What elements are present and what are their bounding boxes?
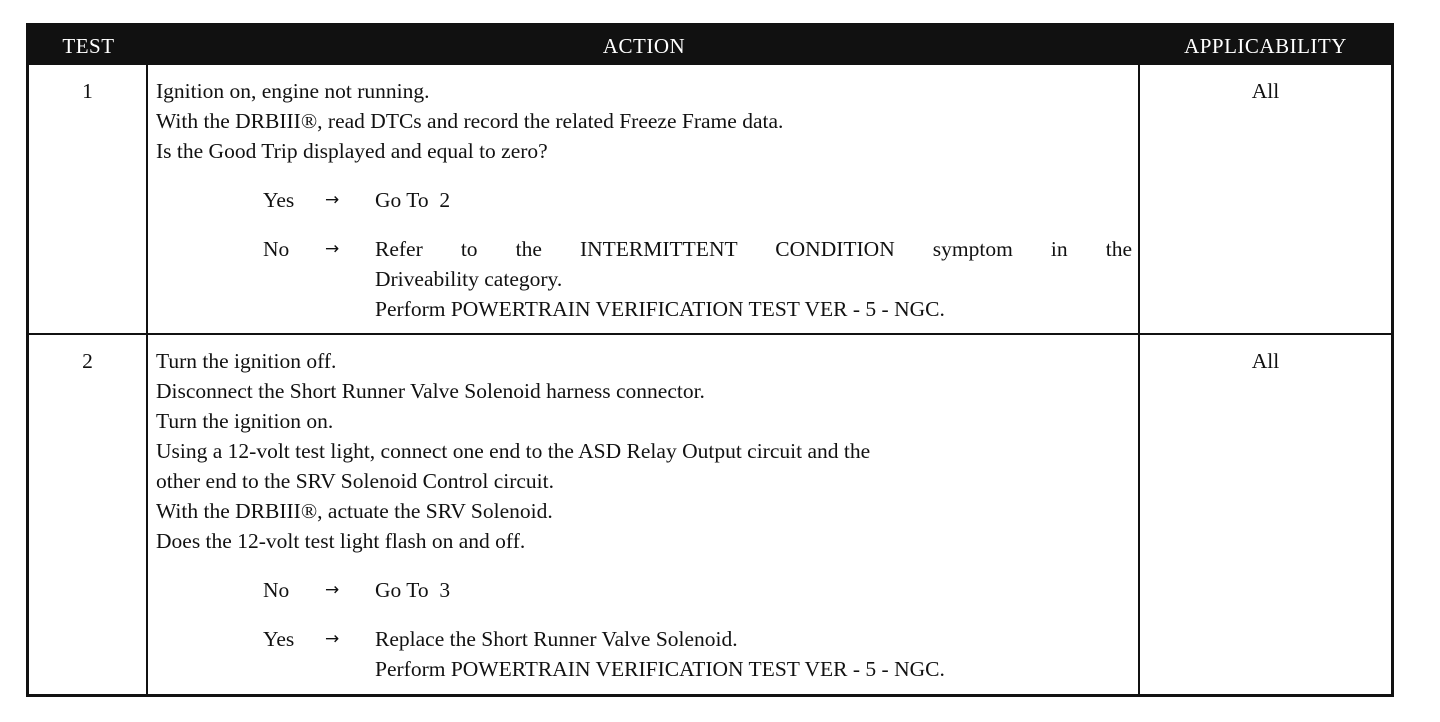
answer-no xyxy=(156,234,1132,324)
step-text: Is the Good Trip displayed and equal to zero? xyxy=(156,139,548,163)
answer-list xyxy=(156,185,1132,324)
action-cell-1 xyxy=(148,65,1140,335)
header-applicability: APPLICABILITY xyxy=(1140,26,1391,65)
step-text: Turn the ignition on. xyxy=(156,409,334,433)
step-text: Using a 12-volt test light, connect one end to the ASD Relay Output circuit and the xyxy=(156,439,871,463)
answer-result xyxy=(375,234,1132,324)
result-text: Perform POWERTRAIN VERIFICATION TEST VER - 5 - NGC. xyxy=(375,657,945,681)
applicability-1: All xyxy=(1140,65,1391,335)
answer-label: No xyxy=(263,237,290,261)
answer-result xyxy=(375,185,1132,215)
header-test: TEST xyxy=(29,26,148,65)
result-text: Go To 2 xyxy=(375,188,451,212)
result-text: Replace the Short Runner Valve Solenoid. xyxy=(375,627,738,651)
result-text: Refer to the INTERMITTENT CONDITION symptom in the xyxy=(375,237,1132,261)
test-number-1: 1 xyxy=(29,65,148,335)
answer-label: Yes xyxy=(263,188,295,212)
arrow-right-icon: → xyxy=(325,629,340,649)
arrow-right-icon: → xyxy=(325,239,340,259)
step-text: Does the 12-volt test light flash on and off. xyxy=(156,529,526,553)
answer-list xyxy=(156,575,1132,684)
answer-no xyxy=(156,575,1132,605)
step-text: With the DRBIII®, actuate the SRV Solenoid. xyxy=(156,499,553,523)
test-number-2: 2 xyxy=(29,335,148,694)
answer-result xyxy=(375,575,1132,605)
answer-yes xyxy=(156,624,1132,684)
result-text: Driveability category. xyxy=(375,267,563,291)
answer-label: Yes xyxy=(263,627,295,651)
result-text: Go To 3 xyxy=(375,578,451,602)
result-text: Perform POWERTRAIN VERIFICATION TEST VER - 5 - NGC. xyxy=(375,297,945,321)
answer-result xyxy=(375,624,1132,684)
applicability-2: All xyxy=(1251,349,1280,373)
header-action: ACTION xyxy=(148,26,1140,65)
step-text: Turn the ignition off. xyxy=(156,349,337,373)
action-cell-2 xyxy=(148,335,1140,694)
answer-yes xyxy=(156,185,1132,215)
answer-label: No xyxy=(263,578,290,602)
step-text: With the DRBIII®, read DTCs and record the related Freeze Frame data. xyxy=(156,109,784,133)
step-text: other end to the SRV Solenoid Control circuit. xyxy=(156,469,554,493)
diagnostic-test-table xyxy=(26,23,1394,697)
step-text: Disconnect the Short Runner Valve Solenoid harness connector. xyxy=(156,379,705,403)
arrow-right-icon: → xyxy=(325,580,340,600)
step-text: Ignition on, engine not running. xyxy=(156,79,430,103)
arrow-right-icon: → xyxy=(325,190,340,210)
